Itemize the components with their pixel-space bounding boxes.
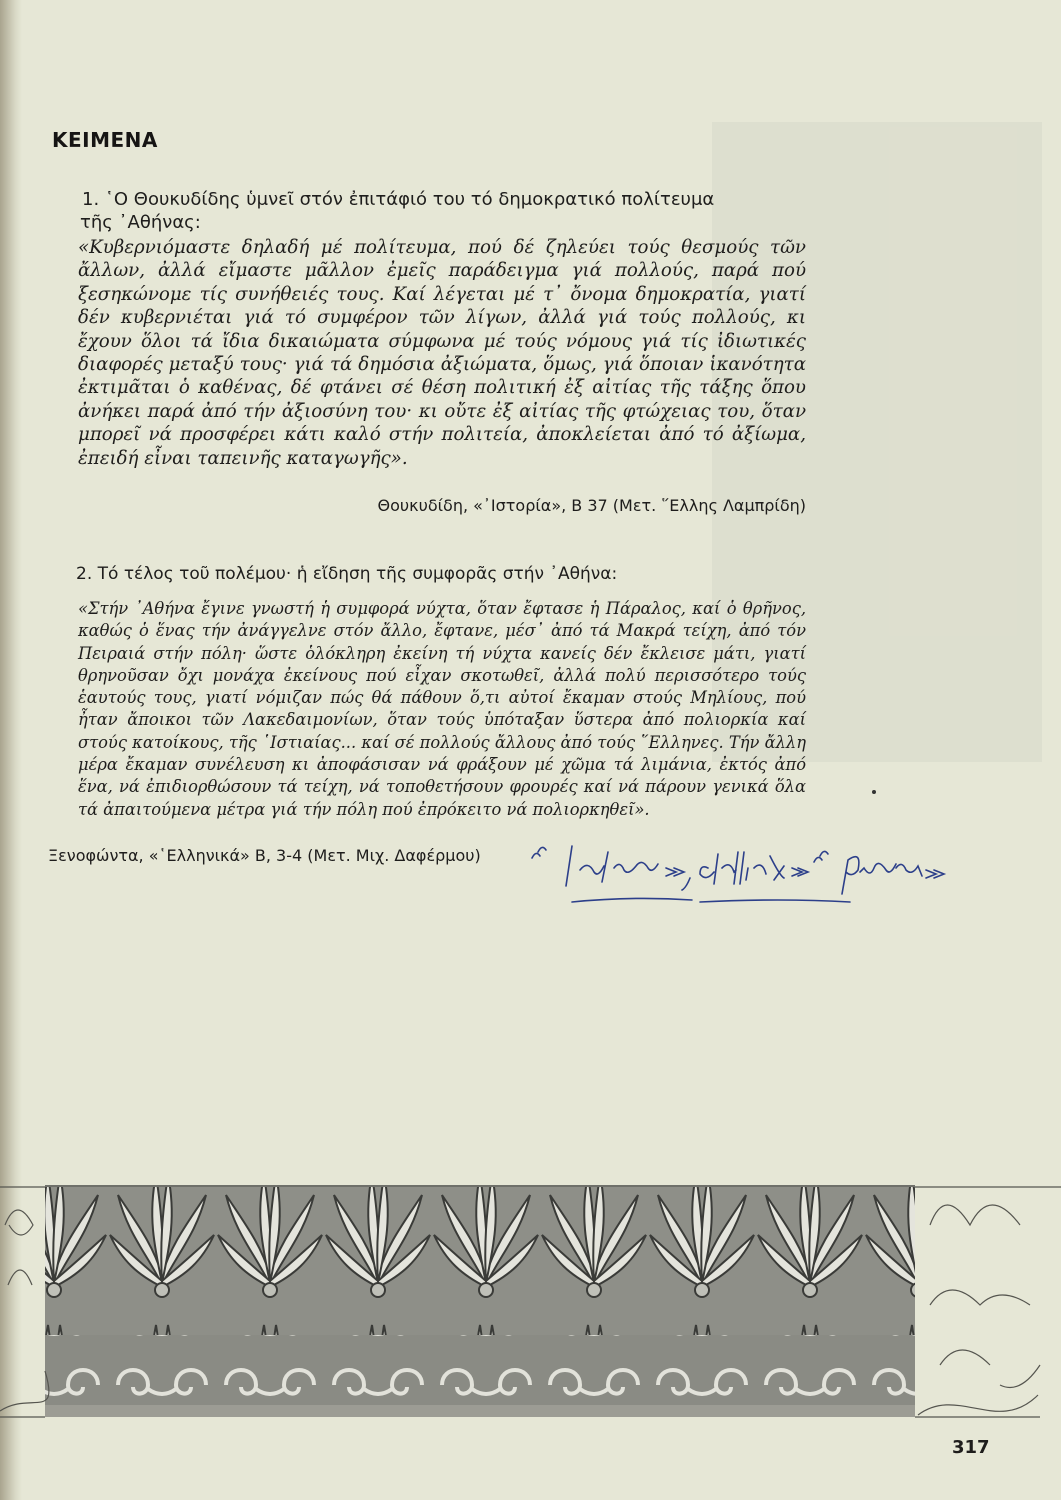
- text2-source: Ξενοφώντα, «῾Ελληνικά» Β, 3-4 (Μετ. Μιχ. Δαφέρμου): [48, 846, 481, 865]
- text1-intro: [82, 188, 812, 234]
- text2-intro: 2. Τό τέλος τοῦ πολέμου· ἡ εἴδηση τῆς συμφορᾶς στήν ᾿Αθήνα:: [76, 564, 618, 584]
- pencil-dot: [872, 790, 876, 794]
- page-number: 317: [952, 1437, 990, 1458]
- text1-quote: «Κυβερνιόμαστε δηλαδή μέ πολίτευμα, πού δέ ζηλεύει τούς θεσμούς τῶν ἄλλων, ἀλλά εἴμαστε μᾶλλον ἐμεῖς παράδειγμα γιά πολλούς, παρά πού ξεσηκώνομε τίς συνήθειές τους. Καί λέγεται μέ τ᾽ ὄνομα δημοκρατία, γιατί δέν κυβερνιέται γιά τό συμφέρον τῶν λίγων, ἀλλά γιά τούς πολλούς, κι ἔχουν ὅλοι τά ἴδια δικαιώματα σύμφωνα μέ τούς νόμους γιά τίς ἰδιωτικές διαφορές μεταξύ τους· γιά τά δημόσια ἀξιώματα, ὅμως, γιά ὅποιαν ἱκανότητα ἐκτιμᾶται ὁ καθένας, δέ φτάνει σέ θέση πολιτική ἐξ αἰτίας τῆς τάξης ὅπου ἀνήκει παρά ἀπό τήν ἀξιοσύνη του· κι οὔτε ἐξ αἰτίας τῆς φτώχειας του, ὅταν μπορεῖ νά προσφέρει κάτι καλό στήν πολιτεία, ἀποκλείεται ἀπό τό ἀξίωμα, ἐπειδή εἶναι ταπεινῆς καταγωγῆς».: [78, 237, 806, 469]
- text2-quote: «Στήν ᾿Αθήνα ἔγινε γνωστή ἡ συμφορά νύχτα, ὅταν ἔφτασε ἡ Πάραλος, καί ὁ θρῆνος, καθώς ὁ ἕνας τήν ἀνάγγελνε στόν ἄλλο, ἔφτανε, μέσ᾽ ἀπό τά Μακρά τείχη, ἀπό τόν Πειραιά στήν πόλη· ὥστε ὁλόκληρη ἐκείνη τή νύχτα κανείς δέν ἔκλεισε μάτι, γιατί θρηνοῦσαν ὄχι μονάχα ἐκείνους πού εἶχαν σκοτωθεῖ, ἀλλά πολύ περισσότερο τούς ἑαυτούς τους, γιατί νόμιζαν πώς θά πάθουν ὅ,τι αὐτοί ἔκαμαν στούς Μηλίους, πού ἦταν ἄποικοι τῶν Λακεδαιμονίων, ὅταν τούς ὑπόταξαν ὕστερα ἀπό πολιορκία καί στούς κατοίκους, τῆς ῾Ιστιαίας... καί σέ πολλούς ἄλλους ἀπό τούς ῞Ελληνες. Τήν ἄλλη μέρα ἔκαμαν συνέλευση κι ἀποφάσισαν νά φράξουν μέ χῶμα τά λιμάνια, ἐκτός ἀπό ἕνα, νά ἐπιδιορθώσουν τά τείχη, νά τοποθετήσουν φρουρές καί νά πάρουν γενικά ὅλα τά ἀπαιτούμενα μέτρα γιά τήν πόλη πού ἐπρόκειτο νά πολιορκηθεῖ».: [78, 599, 806, 819]
- handwritten-annotation: [522, 838, 1042, 908]
- text1-source: Θουκυδίδη, «᾿Ιστορία», Β 37 (Μετ. ῞Ελλης Λαμπρίδη): [377, 496, 806, 515]
- text1-intro-line2: τῆς ᾿Αθήνας:: [80, 212, 201, 233]
- ornamental-frieze-image: [0, 1165, 1061, 1425]
- text1-intro-line1: 1. ῾Ο Θουκυδίδης ὑμνεῖ στόν ἐπιτάφιό του τό δημοκρατικό πολίτευμα: [82, 189, 715, 210]
- section-heading: ΚΕΙΜΕΝΑ: [52, 128, 158, 152]
